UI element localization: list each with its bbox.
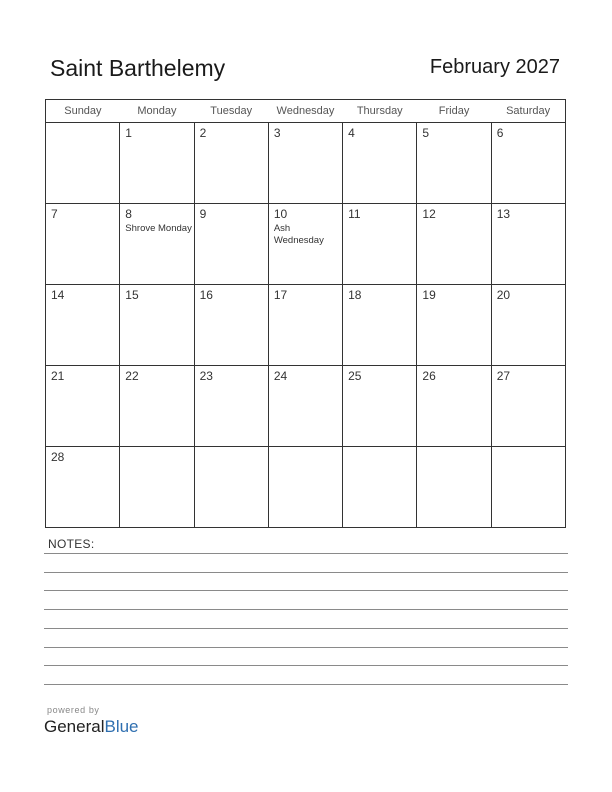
day-cell <box>268 447 342 528</box>
day-number: 26 <box>422 369 436 383</box>
day-cell <box>46 366 120 447</box>
day-cell <box>268 366 342 447</box>
day-cell <box>46 285 120 366</box>
day-cell <box>194 285 268 366</box>
day-number: 5 <box>422 126 430 140</box>
day-cell <box>417 285 491 366</box>
weekday-wednesday: Wednesday <box>268 100 342 123</box>
day-number: 27 <box>496 369 511 383</box>
day-cell <box>46 123 120 204</box>
day-number: 1 <box>125 126 132 140</box>
weekday-monday: Monday <box>120 100 194 123</box>
day-number: 16 <box>199 288 213 302</box>
day-cell <box>120 285 194 366</box>
week-row <box>46 204 566 285</box>
day-number: 8 <box>125 207 132 221</box>
day-number: 2 <box>199 126 207 140</box>
day-cell <box>343 123 417 204</box>
day-cell <box>194 123 268 204</box>
brand-blue: Blue <box>104 717 139 736</box>
day-cell <box>343 204 417 285</box>
day-number: 7 <box>51 207 58 221</box>
day-number: 14 <box>51 288 65 302</box>
powered-by-text: powered by <box>47 705 100 715</box>
day-cell <box>417 123 491 204</box>
day-number: 17 <box>273 288 288 302</box>
month-label: February 2027 <box>429 56 560 78</box>
notes-line <box>44 553 568 554</box>
day-number: 12 <box>422 207 436 221</box>
day-number: 10 <box>273 207 288 221</box>
day-cell <box>491 204 565 285</box>
day-number: 21 <box>51 369 65 383</box>
day-number: 28 <box>51 450 65 464</box>
day-cell <box>491 447 565 528</box>
day-cell <box>268 123 342 204</box>
day-cell <box>194 366 268 447</box>
notes-line <box>44 647 568 648</box>
day-number: 18 <box>348 288 362 302</box>
day-number: 15 <box>125 288 139 302</box>
day-number: 24 <box>273 369 288 383</box>
week-row <box>46 123 566 204</box>
day-cell <box>417 447 491 528</box>
day-cell <box>491 285 565 366</box>
weekday-saturday: Saturday <box>491 100 565 123</box>
notes-line <box>44 572 568 573</box>
day-number: 23 <box>199 369 213 383</box>
day-number: 13 <box>496 207 511 221</box>
day-cell <box>417 366 491 447</box>
day-cell <box>268 285 342 366</box>
day-number: 4 <box>348 126 355 140</box>
day-number: 6 <box>496 126 504 140</box>
notes-line <box>44 590 568 591</box>
weekday-header-row <box>46 100 566 123</box>
brand-logo <box>44 717 139 737</box>
day-number: 19 <box>422 288 436 302</box>
day-number: 25 <box>348 369 362 383</box>
notes-label: NOTES: <box>48 537 95 551</box>
day-cell <box>120 123 194 204</box>
notes-line <box>44 684 568 685</box>
day-cell <box>46 447 120 528</box>
day-number: 3 <box>273 126 281 140</box>
day-cell <box>120 447 194 528</box>
day-cell <box>343 366 417 447</box>
day-cell <box>120 366 194 447</box>
day-cell <box>194 204 268 285</box>
day-cell <box>194 447 268 528</box>
day-cell <box>120 204 194 285</box>
notes-line <box>44 665 568 666</box>
day-number: 22 <box>125 369 139 383</box>
day-cell <box>343 285 417 366</box>
day-cell <box>343 447 417 528</box>
weekday-thursday: Thursday <box>343 100 417 123</box>
day-cell <box>491 366 565 447</box>
notes-line <box>44 609 568 610</box>
day-cell <box>268 204 342 285</box>
brand-general: General <box>44 717 105 736</box>
weekday-sunday: Sunday <box>46 100 120 123</box>
holiday-label: Shrove Monday <box>125 223 192 234</box>
week-row <box>46 366 566 447</box>
day-cell <box>417 204 491 285</box>
holiday-label: Ash Wednesday <box>273 223 324 246</box>
weekday-friday: Friday <box>417 100 491 123</box>
day-cell <box>491 123 565 204</box>
calendar-grid <box>45 99 566 528</box>
notes-line <box>44 628 568 629</box>
week-row <box>46 285 566 366</box>
day-cell <box>46 204 120 285</box>
day-number: 20 <box>496 288 511 302</box>
weekday-tuesday: Tuesday <box>194 100 268 123</box>
day-number: 9 <box>199 207 207 221</box>
week-row <box>46 447 566 528</box>
calendar-title: Saint Barthelemy <box>50 55 226 81</box>
day-number: 11 <box>348 207 361 221</box>
